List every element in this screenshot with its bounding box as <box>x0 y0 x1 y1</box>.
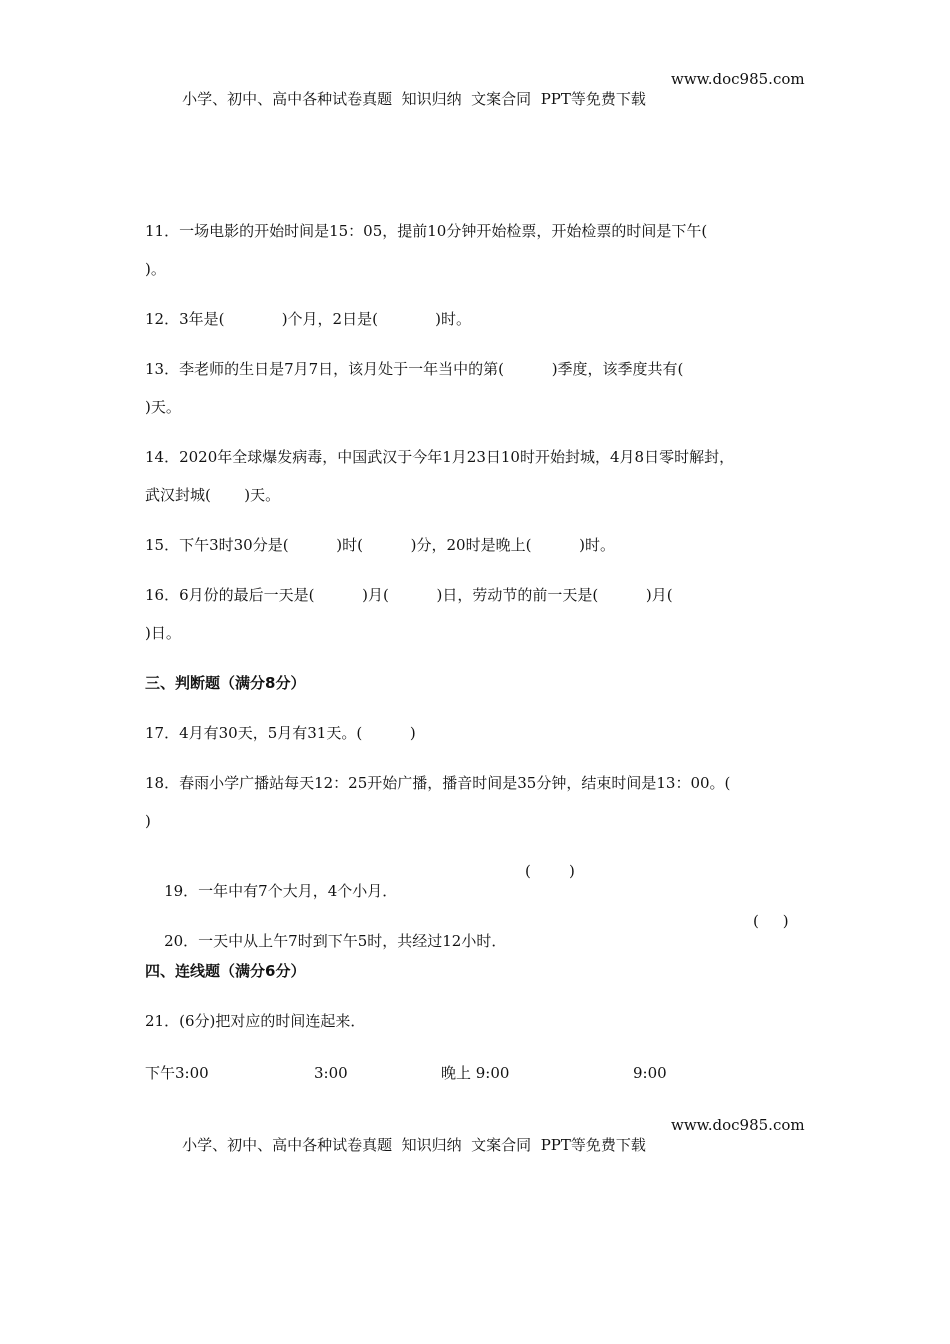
question-13: 13．李老师的生日是7月7日，该月处于一年当中的第( )季度，该季度共有( <box>145 360 684 378</box>
question-16: 16．6月份的最后一天是( )月( )日，劳动节的前一天是( )月( <box>145 586 673 604</box>
question-15: 15．下午3时30分是( )时( )分，20时是晚上( )时。 <box>145 536 615 554</box>
match-item: 9:00 <box>633 1064 667 1082</box>
question-20-text: 20．一天中从上午7时到下午5时，共经过12小时． <box>164 932 507 950</box>
header-text: 小学、初中、高中各种试卷真题 知识归纳 文案合同 PPT等免费下载 <box>182 90 646 108</box>
question-13-cont: )天。 <box>145 398 181 416</box>
question-18-cont: ) <box>145 812 151 830</box>
question-20-answer-blank: ( ) <box>753 912 789 930</box>
header-url[interactable]: www.doc985.com <box>671 70 805 88</box>
footer-text: 小学、初中、高中各种试卷真题 知识归纳 文案合同 PPT等免费下载 <box>182 1136 646 1154</box>
question-21: 21．(6分)把对应的时间连起来． <box>145 1012 366 1030</box>
page-header <box>163 69 805 149</box>
question-18: 18．春雨小学广播站每天12：25开始广播，播音时间是35分钟，结束时间是13：00。( <box>145 774 731 792</box>
question-11: 11．一场电影的开始时间是15：05，提前10分钟开始检票，开始检票的时间是下午( <box>145 222 708 240</box>
question-14: 14．2020年全球爆发病毒，中国武汉于今年1月23日10时开始封城，4月8日零时解封， <box>145 448 735 466</box>
match-item: 3:00 <box>314 1064 348 1082</box>
question-19-answer-blank: ( ) <box>525 862 575 880</box>
page-footer <box>163 1115 805 1195</box>
question-11-cont: )。 <box>145 260 166 278</box>
question-12: 12．3年是( )个月，2日是( )时。 <box>145 310 472 328</box>
question-16-cont: )日。 <box>145 624 181 642</box>
question-17: 17．4月有30天，5月有31天。( ) <box>145 724 416 742</box>
match-item: 晚上 9:00 <box>441 1064 510 1082</box>
question-19-text: 19．一年中有7个大月，4个小月． <box>164 882 398 900</box>
section-4-heading: 四、连线题（满分6分） <box>145 962 306 980</box>
section-3-heading: 三、判断题（满分8分） <box>145 674 306 692</box>
match-item: 下午3:00 <box>145 1064 209 1082</box>
footer-url[interactable]: www.doc985.com <box>671 1116 805 1134</box>
question-14-cont: 武汉封城( )天。 <box>145 486 281 504</box>
